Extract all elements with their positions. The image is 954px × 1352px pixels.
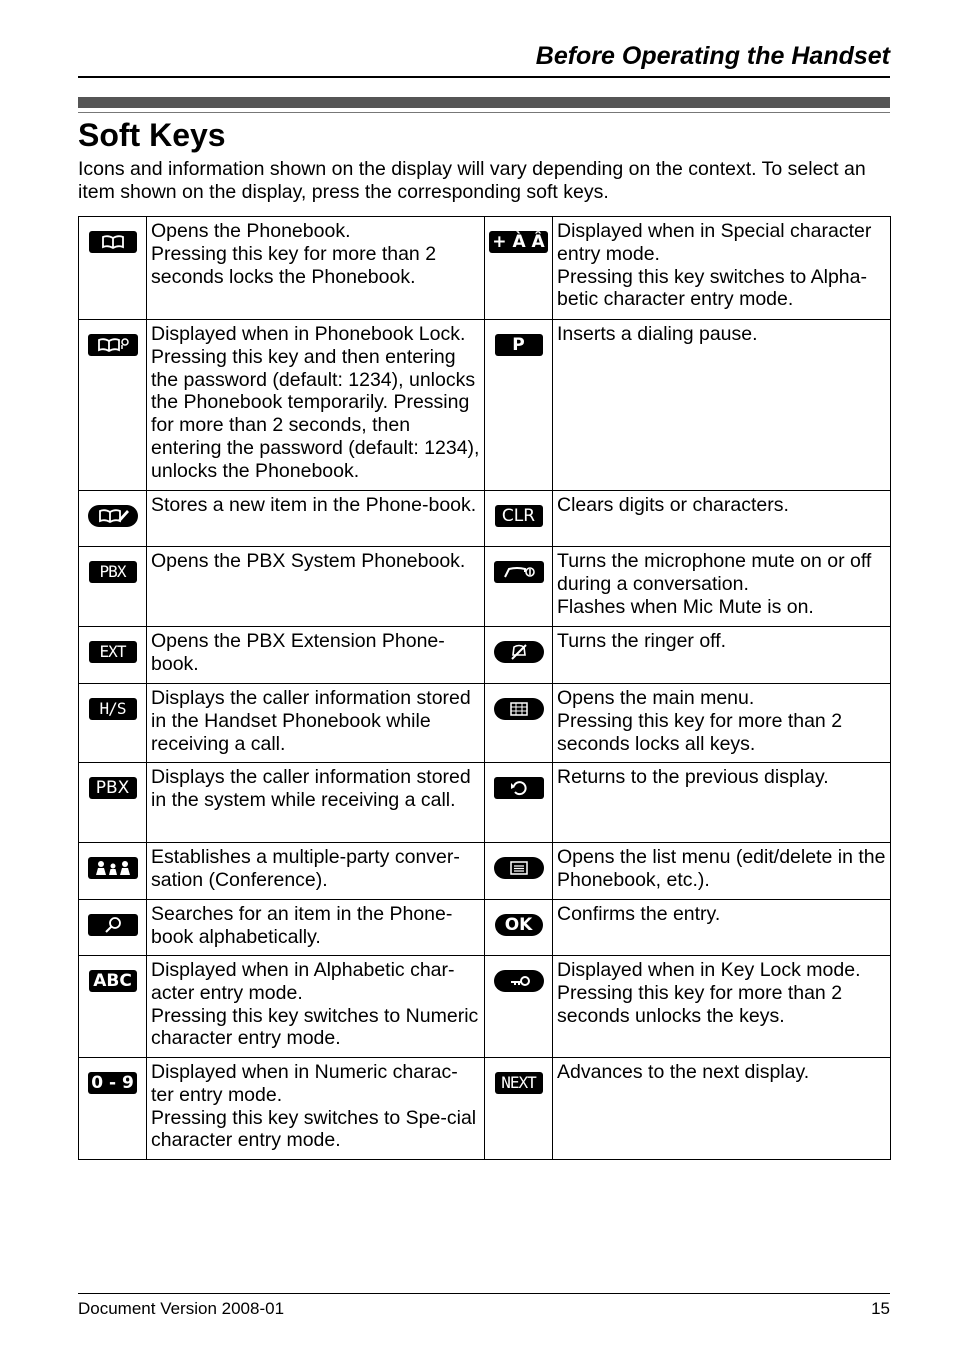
header-rule <box>78 76 890 78</box>
key-description: Opens the PBX Extension Phone-book. <box>147 627 485 684</box>
table-row <box>79 1058 891 1160</box>
key-description: Turns the ringer off. <box>553 627 891 684</box>
list-menu-icon <box>494 857 544 879</box>
soft-keys-table <box>78 216 891 1160</box>
pbx-phonebook-icon: PBX <box>89 561 137 583</box>
icon-cell <box>485 547 553 627</box>
icon-cell <box>485 900 553 956</box>
key-description: Opens the PBX System Phonebook. <box>147 547 485 627</box>
key-description: Turns the microphone mute on or off during a conversation. Flashes when Mic Mute is on. <box>553 547 891 627</box>
page-header-title: Before Operating the Handset <box>535 42 890 70</box>
ringer-off-icon <box>494 641 544 663</box>
icon-cell <box>485 763 553 843</box>
table-row <box>79 217 891 320</box>
table-row <box>79 900 891 956</box>
key-description: Opens the list menu (edit/delete in the Phonebook, etc.). <box>553 843 891 900</box>
main-menu-icon <box>494 698 544 720</box>
key-description: Displayed when in Numeric charac-ter entry mode. Pressing this key switches to Spe-cial character entry mode. <box>147 1058 485 1160</box>
table-row <box>79 491 891 547</box>
clear-icon: CLR <box>495 505 543 527</box>
icon-cell <box>79 627 147 684</box>
search-icon <box>88 914 138 936</box>
footer-rule <box>78 1293 890 1294</box>
key-description: Returns to the previous display. <box>553 763 891 843</box>
pbx-caller-icon: PBX <box>89 777 137 799</box>
icon-cell <box>79 763 147 843</box>
key-description: Displayed when in Phonebook Lock. Pressing this key and then entering the password (default: 1234), unlocks the Phonebook temporarily. Pressing for more than 2 seconds, then entering the password (default: 1234), unlocks the Phonebook. <box>147 320 485 491</box>
next-icon: NEXT <box>495 1072 543 1094</box>
key-description: Displayed when in Special character entry mode. Pressing this key switches to Alpha-betic character entry mode. <box>553 217 891 320</box>
icon-cell <box>485 684 553 763</box>
icon-cell <box>79 547 147 627</box>
key-description: Displays the caller information stored in the Handset Phonebook while receiving a call. <box>147 684 485 763</box>
table-row <box>79 547 891 627</box>
icon-cell <box>485 1058 553 1160</box>
back-icon <box>494 777 544 799</box>
handset-phonebook-caller-icon: H/S <box>89 698 137 720</box>
table-row <box>79 320 891 491</box>
icon-cell <box>79 217 147 320</box>
key-description: Opens the Phonebook. Pressing this key for more than 2 seconds locks the Phonebook. <box>147 217 485 320</box>
key-description: Displayed when in Alphabetic char-acter entry mode. Pressing this key switches to Numeric character entry mode. <box>147 956 485 1058</box>
icon-cell <box>79 843 147 900</box>
key-description: Clears digits or characters. <box>553 491 891 547</box>
phonebook-icon <box>89 231 137 253</box>
alphabetic-mode-icon: ABC <box>89 970 137 992</box>
key-description: Opens the main menu. Pressing this key for more than 2 seconds locks all keys. <box>553 684 891 763</box>
table-row <box>79 627 891 684</box>
mic-mute-icon <box>494 561 544 583</box>
icon-cell <box>79 320 147 491</box>
key-description: Stores a new item in the Phone-book. <box>147 491 485 547</box>
ok-icon: OK <box>495 914 543 936</box>
icon-cell <box>485 491 553 547</box>
pause-icon: P <box>495 334 543 356</box>
page-number: 15 <box>871 1299 890 1318</box>
key-description: Displayed when in Key Lock mode. Pressing this key for more than 2 seconds unlocks the keys. <box>553 956 891 1058</box>
document-version: Document Version 2008-01 <box>78 1299 285 1318</box>
table-row <box>79 956 891 1058</box>
icon-cell <box>79 956 147 1058</box>
section-band-line <box>78 112 890 113</box>
icon-cell <box>79 491 147 547</box>
icon-cell <box>485 843 553 900</box>
table-row <box>79 684 891 763</box>
icon-cell <box>485 956 553 1058</box>
conference-icon <box>88 857 138 879</box>
ext-phonebook-icon: EXT <box>89 641 137 663</box>
icon-cell <box>79 1058 147 1160</box>
table-row <box>79 843 891 900</box>
special-character-icon: + À Â <box>489 231 547 253</box>
key-description: Advances to the next display. <box>553 1058 891 1160</box>
key-description: Establishes a multiple-party conver-sation (Conference). <box>147 843 485 900</box>
phonebook-lock-icon <box>88 334 138 356</box>
icon-cell <box>79 684 147 763</box>
section-band <box>78 97 890 108</box>
table-row <box>79 763 891 843</box>
intro-text: Icons and information shown on the display will vary depending on the context. To select an item shown on the display, press the corresponding soft keys. <box>78 158 866 203</box>
numeric-mode-icon: 0 - 9 <box>88 1072 137 1094</box>
icon-cell <box>79 900 147 956</box>
new-phonebook-item-icon <box>88 505 138 527</box>
key-description: Displays the caller information stored in the system while receiving a call. <box>147 763 485 843</box>
icon-cell <box>485 627 553 684</box>
key-description: Inserts a dialing pause. <box>553 320 891 491</box>
section-title: Soft Keys <box>78 117 226 153</box>
key-description: Searches for an item in the Phone-book alphabetically. <box>147 900 485 956</box>
icon-cell <box>485 320 553 491</box>
key-description: Confirms the entry. <box>553 900 891 956</box>
key-lock-icon <box>494 970 544 992</box>
icon-cell <box>485 217 553 320</box>
